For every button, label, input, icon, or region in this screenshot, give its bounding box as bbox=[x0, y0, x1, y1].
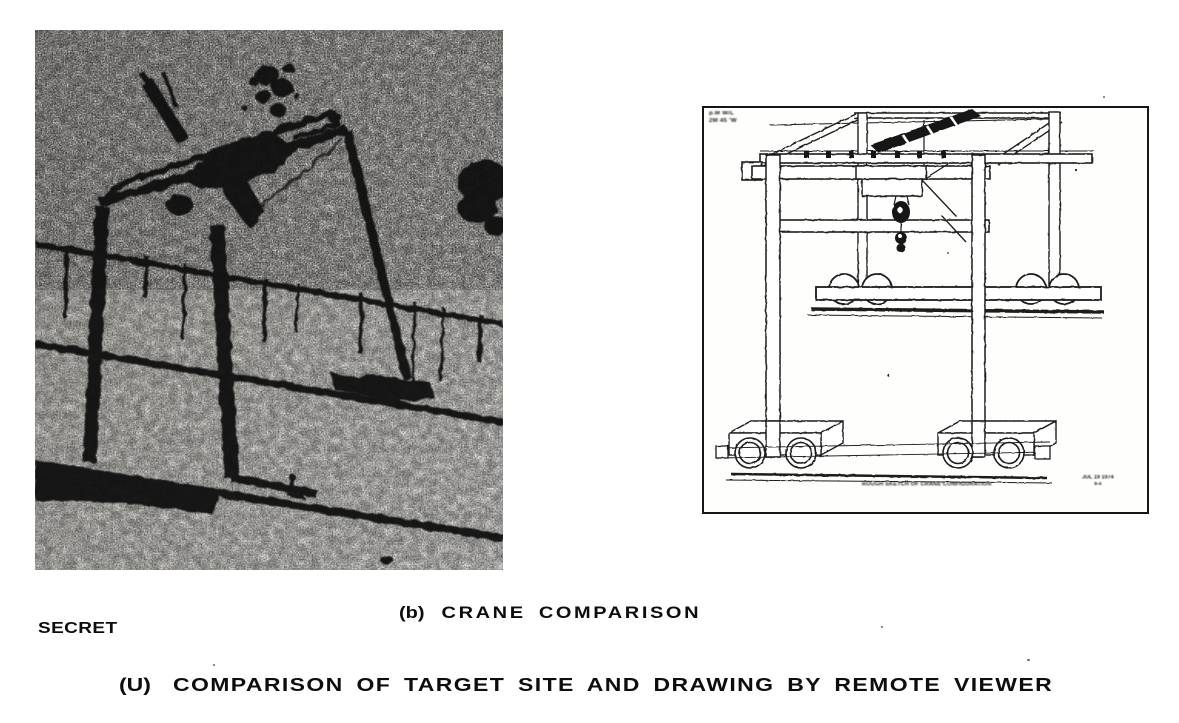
date-stamp-line2: 9-4 bbox=[1094, 481, 1102, 487]
crane-sketch-graphic bbox=[704, 108, 1146, 511]
corner-note-line2: 2M 45 'W bbox=[709, 117, 737, 124]
figure-caption bbox=[399, 604, 701, 623]
target-photo-figure bbox=[35, 30, 503, 570]
page-title-prefix: (U) bbox=[119, 674, 151, 695]
corner-note-line1: p.M W/L bbox=[709, 111, 735, 117]
sketch-caption-illegible: ROUGH SKETCH OF CRANE CONFIGURATION bbox=[862, 482, 992, 488]
scan-speck bbox=[947, 252, 949, 254]
sketch-corner-note bbox=[709, 111, 737, 125]
figure-caption-text: CRANE COMPARISON bbox=[441, 604, 702, 623]
scan-speck bbox=[1103, 96, 1105, 98]
sketch-date-stamp bbox=[1082, 475, 1114, 487]
page-title bbox=[119, 674, 1053, 696]
viewer-sketch-figure bbox=[702, 106, 1149, 514]
date-stamp-line1: JUL 19 1974 bbox=[1082, 475, 1114, 481]
classification-marking: SECRET bbox=[38, 620, 118, 638]
scan-speck bbox=[881, 626, 883, 628]
scan-speck bbox=[213, 664, 215, 666]
figure-caption-index: (b) bbox=[399, 604, 425, 623]
crane-photo-graphic bbox=[35, 30, 503, 570]
scan-speck bbox=[1027, 659, 1030, 661]
page-title-text: COMPARISON OF TARGET SITE AND DRAWING BY REMOTE VIEWER bbox=[172, 674, 1054, 695]
